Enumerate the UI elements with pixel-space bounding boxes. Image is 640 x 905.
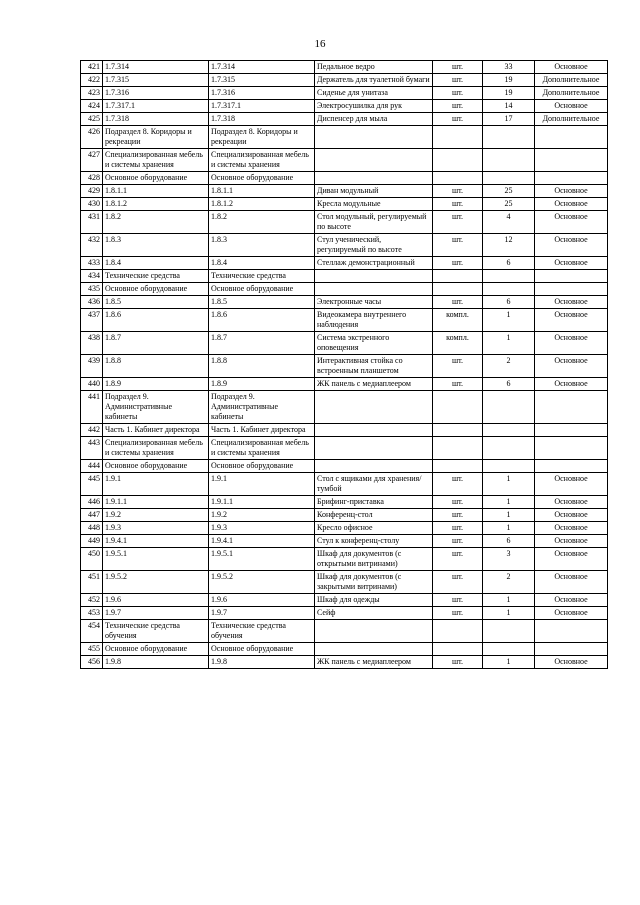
equipment-type-cell [535, 126, 608, 149]
unit-cell: шт. [433, 74, 483, 87]
quantity-cell: 1 [483, 473, 535, 496]
item-code-alt-cell: 1.9.5.2 [209, 571, 315, 594]
item-name-cell: Шкаф для документов (с закрытыми витринами) [315, 571, 433, 594]
equipment-type-cell: Основное [535, 100, 608, 113]
unit-cell: шт. [433, 87, 483, 100]
table-row [81, 522, 608, 535]
item-code-cell: 1.8.4 [103, 257, 209, 270]
row-number-cell: 422 [81, 74, 103, 87]
table-row [81, 656, 608, 669]
item-code-alt-cell: 1.8.6 [209, 309, 315, 332]
item-code-alt-cell: Основное оборудование [209, 460, 315, 473]
row-number-cell: 453 [81, 607, 103, 620]
item-name-cell: Шкаф для документов (с открытыми витринами) [315, 548, 433, 571]
row-number-cell: 447 [81, 509, 103, 522]
item-code-alt-cell: 1.9.5.1 [209, 548, 315, 571]
table-row [81, 172, 608, 185]
item-code-alt-cell: Подраздел 8. Коридоры и рекреации [209, 126, 315, 149]
row-number-cell: 452 [81, 594, 103, 607]
table-row [81, 437, 608, 460]
item-code-alt-cell: 1.8.3 [209, 234, 315, 257]
item-name-cell [315, 270, 433, 283]
item-code-alt-cell: 1.8.1.1 [209, 185, 315, 198]
row-number-cell: 428 [81, 172, 103, 185]
equipment-type-cell [535, 460, 608, 473]
row-number-cell: 432 [81, 234, 103, 257]
table-row [81, 296, 608, 309]
table-row [81, 594, 608, 607]
item-code-alt-cell: 1.7.315 [209, 74, 315, 87]
quantity-cell [483, 460, 535, 473]
item-name-cell [315, 172, 433, 185]
item-name-cell: ЖК панель с медиаплеером [315, 378, 433, 391]
item-code-cell: 1.7.316 [103, 87, 209, 100]
item-code-cell: 1.8.6 [103, 309, 209, 332]
item-name-cell: Кресла модульные [315, 198, 433, 211]
page-number: 16 [314, 38, 326, 50]
item-code-cell: 1.7.318 [103, 113, 209, 126]
table-row [81, 211, 608, 234]
equipment-type-cell: Основное [535, 496, 608, 509]
equipment-type-cell: Основное [535, 548, 608, 571]
item-code-alt-cell: 1.8.1.2 [209, 198, 315, 211]
item-name-cell [315, 283, 433, 296]
unit-cell: шт. [433, 522, 483, 535]
equipment-type-cell: Основное [535, 656, 608, 669]
item-code-alt-cell: 1.7.314 [209, 61, 315, 74]
quantity-cell: 1 [483, 607, 535, 620]
item-code-alt-cell: 1.9.1 [209, 473, 315, 496]
item-code-alt-cell: 1.9.8 [209, 656, 315, 669]
table-row [81, 74, 608, 87]
equipment-type-cell: Дополнительное [535, 113, 608, 126]
equipment-type-cell: Основное [535, 257, 608, 270]
equipment-type-cell: Дополнительное [535, 87, 608, 100]
row-number-cell: 439 [81, 355, 103, 378]
equipment-type-cell: Основное [535, 185, 608, 198]
unit-cell [433, 149, 483, 172]
equipment-type-cell: Основное [535, 61, 608, 74]
table-row [81, 234, 608, 257]
item-name-cell: Стеллаж демонстрационный [315, 257, 433, 270]
item-code-cell: 1.9.4.1 [103, 535, 209, 548]
row-number-cell: 443 [81, 437, 103, 460]
quantity-cell [483, 437, 535, 460]
row-number-cell: 456 [81, 656, 103, 669]
table-row [81, 509, 608, 522]
unit-cell [433, 172, 483, 185]
item-name-cell [315, 149, 433, 172]
equipment-type-cell: Основное [535, 309, 608, 332]
table-row [81, 473, 608, 496]
item-code-cell: 1.8.3 [103, 234, 209, 257]
item-code-cell: 1.8.5 [103, 296, 209, 309]
item-code-alt-cell: 1.8.4 [209, 257, 315, 270]
unit-cell: компл. [433, 309, 483, 332]
row-number-cell: 435 [81, 283, 103, 296]
table-row [81, 643, 608, 656]
row-number-cell: 438 [81, 332, 103, 355]
table-row [81, 87, 608, 100]
equipment-type-cell [535, 424, 608, 437]
row-number-cell: 451 [81, 571, 103, 594]
item-code-cell: 1.8.2 [103, 211, 209, 234]
equipment-type-cell: Дополнительное [535, 74, 608, 87]
unit-cell: шт. [433, 355, 483, 378]
quantity-cell: 33 [483, 61, 535, 74]
item-name-cell: Сейф [315, 607, 433, 620]
item-code-cell: Технические средства обучения [103, 620, 209, 643]
unit-cell [433, 643, 483, 656]
item-code-alt-cell: 1.8.5 [209, 296, 315, 309]
unit-cell: шт. [433, 656, 483, 669]
item-name-cell: Электросушилка для рук [315, 100, 433, 113]
item-code-alt-cell: 1.7.317.1 [209, 100, 315, 113]
item-name-cell: Держатель для туалетной бумаги [315, 74, 433, 87]
unit-cell [433, 620, 483, 643]
item-code-alt-cell: 1.8.9 [209, 378, 315, 391]
item-code-cell: 1.9.5.1 [103, 548, 209, 571]
quantity-cell [483, 643, 535, 656]
row-number-cell: 431 [81, 211, 103, 234]
row-number-cell: 445 [81, 473, 103, 496]
table-row [81, 100, 608, 113]
quantity-cell: 1 [483, 509, 535, 522]
quantity-cell [483, 391, 535, 424]
equipment-type-cell [535, 270, 608, 283]
item-name-cell: Педальное ведро [315, 61, 433, 74]
row-number-cell: 421 [81, 61, 103, 74]
item-name-cell: Шкаф для одежды [315, 594, 433, 607]
item-code-cell: 1.9.7 [103, 607, 209, 620]
unit-cell: шт. [433, 548, 483, 571]
equipment-type-cell: Основное [535, 378, 608, 391]
item-name-cell: Конференц-стол [315, 509, 433, 522]
quantity-cell: 1 [483, 309, 535, 332]
item-code-cell: Специализированная мебель и системы хранения [103, 149, 209, 172]
table-row [81, 185, 608, 198]
equipment-type-cell [535, 620, 608, 643]
item-name-cell: Кресло офисное [315, 522, 433, 535]
item-code-cell: Основное оборудование [103, 172, 209, 185]
item-code-alt-cell: Технические средства обучения [209, 620, 315, 643]
item-code-alt-cell: 1.7.316 [209, 87, 315, 100]
unit-cell: шт. [433, 211, 483, 234]
item-code-cell: Часть 1. Кабинет директора [103, 424, 209, 437]
quantity-cell: 1 [483, 656, 535, 669]
row-number-cell: 426 [81, 126, 103, 149]
item-name-cell: Интерактивная стойка со встроенным планшетом [315, 355, 433, 378]
quantity-cell [483, 149, 535, 172]
item-code-cell: 1.8.8 [103, 355, 209, 378]
unit-cell: шт. [433, 509, 483, 522]
quantity-cell [483, 126, 535, 149]
table-row [81, 496, 608, 509]
quantity-cell: 1 [483, 522, 535, 535]
item-code-alt-cell: 1.9.7 [209, 607, 315, 620]
item-name-cell [315, 620, 433, 643]
quantity-cell: 6 [483, 378, 535, 391]
item-name-cell [315, 391, 433, 424]
item-code-cell: Подраздел 8. Коридоры и рекреации [103, 126, 209, 149]
unit-cell: шт. [433, 535, 483, 548]
item-code-cell: 1.9.8 [103, 656, 209, 669]
equipment-type-cell: Основное [535, 211, 608, 234]
item-name-cell: Стол с ящиками для хранения/тумбой [315, 473, 433, 496]
item-code-cell: Основное оборудование [103, 283, 209, 296]
quantity-cell: 1 [483, 332, 535, 355]
unit-cell: шт. [433, 257, 483, 270]
inventory-table [80, 60, 608, 669]
item-code-alt-cell: Специализированная мебель и системы хранения [209, 437, 315, 460]
item-code-alt-cell: 1.9.2 [209, 509, 315, 522]
quantity-cell [483, 172, 535, 185]
item-code-alt-cell: Технические средства [209, 270, 315, 283]
equipment-type-cell: Основное [535, 332, 608, 355]
item-code-alt-cell: 1.9.6 [209, 594, 315, 607]
item-code-alt-cell: Основное оборудование [209, 643, 315, 656]
equipment-type-cell: Основное [535, 594, 608, 607]
table-row [81, 535, 608, 548]
equipment-type-cell: Основное [535, 571, 608, 594]
item-code-cell: Подраздел 9. Административные кабинеты [103, 391, 209, 424]
item-code-cell: 1.9.6 [103, 594, 209, 607]
table-row [81, 571, 608, 594]
quantity-cell [483, 424, 535, 437]
quantity-cell: 3 [483, 548, 535, 571]
equipment-type-cell [535, 391, 608, 424]
unit-cell: шт. [433, 185, 483, 198]
unit-cell: компл. [433, 332, 483, 355]
item-name-cell [315, 126, 433, 149]
row-number-cell: 434 [81, 270, 103, 283]
table-row [81, 620, 608, 643]
table-row [81, 391, 608, 424]
item-name-cell: Диспенсер для мыла [315, 113, 433, 126]
row-number-cell: 423 [81, 87, 103, 100]
quantity-cell: 19 [483, 74, 535, 87]
item-name-cell: Электронные часы [315, 296, 433, 309]
unit-cell: шт. [433, 594, 483, 607]
item-name-cell: Стол модульный, регулируемый по высоте [315, 211, 433, 234]
table-row [81, 257, 608, 270]
item-code-cell: 1.9.2 [103, 509, 209, 522]
item-code-cell: Основное оборудование [103, 643, 209, 656]
unit-cell: шт. [433, 473, 483, 496]
item-code-alt-cell: Часть 1. Кабинет директора [209, 424, 315, 437]
row-number-cell: 427 [81, 149, 103, 172]
item-code-alt-cell: Основное оборудование [209, 283, 315, 296]
item-code-cell: 1.8.7 [103, 332, 209, 355]
row-number-cell: 449 [81, 535, 103, 548]
quantity-cell: 19 [483, 87, 535, 100]
unit-cell [433, 437, 483, 460]
quantity-cell: 2 [483, 571, 535, 594]
item-name-cell: Диван модульный [315, 185, 433, 198]
item-code-cell: 1.7.314 [103, 61, 209, 74]
table-row [81, 309, 608, 332]
row-number-cell: 440 [81, 378, 103, 391]
item-name-cell: Стул ученический, регулируемый по высоте [315, 234, 433, 257]
equipment-type-cell: Основное [535, 296, 608, 309]
table-row [81, 149, 608, 172]
quantity-cell: 6 [483, 535, 535, 548]
item-name-cell: Система экстренного оповещения [315, 332, 433, 355]
item-code-cell: 1.8.9 [103, 378, 209, 391]
table-row [81, 548, 608, 571]
table-row [81, 198, 608, 211]
row-number-cell: 437 [81, 309, 103, 332]
item-name-cell [315, 643, 433, 656]
quantity-cell: 6 [483, 296, 535, 309]
quantity-cell: 4 [483, 211, 535, 234]
table-row [81, 607, 608, 620]
item-code-cell: Технические средства [103, 270, 209, 283]
item-code-cell: 1.7.315 [103, 74, 209, 87]
equipment-type-cell [535, 149, 608, 172]
item-name-cell [315, 460, 433, 473]
unit-cell: шт. [433, 100, 483, 113]
unit-cell [433, 283, 483, 296]
quantity-cell: 25 [483, 185, 535, 198]
item-name-cell: Сиденье для унитаза [315, 87, 433, 100]
table-row [81, 355, 608, 378]
unit-cell [433, 126, 483, 149]
item-name-cell: Брифинг-приставка [315, 496, 433, 509]
quantity-cell: 17 [483, 113, 535, 126]
equipment-type-cell: Основное [535, 198, 608, 211]
equipment-type-cell [535, 437, 608, 460]
equipment-type-cell: Основное [535, 522, 608, 535]
quantity-cell: 2 [483, 355, 535, 378]
item-code-alt-cell: 1.9.1.1 [209, 496, 315, 509]
item-code-alt-cell: 1.9.4.1 [209, 535, 315, 548]
item-name-cell: Стул к конференц-столу [315, 535, 433, 548]
quantity-cell [483, 283, 535, 296]
quantity-cell [483, 270, 535, 283]
unit-cell: шт. [433, 198, 483, 211]
unit-cell: шт. [433, 496, 483, 509]
row-number-cell: 450 [81, 548, 103, 571]
item-code-cell: 1.9.5.2 [103, 571, 209, 594]
quantity-cell [483, 620, 535, 643]
row-number-cell: 448 [81, 522, 103, 535]
row-number-cell: 441 [81, 391, 103, 424]
quantity-cell: 6 [483, 257, 535, 270]
unit-cell: шт. [433, 571, 483, 594]
equipment-type-cell: Основное [535, 535, 608, 548]
equipment-type-cell [535, 643, 608, 656]
table-row [81, 332, 608, 355]
equipment-type-cell: Основное [535, 234, 608, 257]
row-number-cell: 430 [81, 198, 103, 211]
row-number-cell: 444 [81, 460, 103, 473]
unit-cell: шт. [433, 113, 483, 126]
item-code-cell: 1.8.1.1 [103, 185, 209, 198]
quantity-cell: 1 [483, 594, 535, 607]
unit-cell [433, 270, 483, 283]
table-row [81, 113, 608, 126]
item-code-cell: 1.8.1.2 [103, 198, 209, 211]
item-code-cell: Основное оборудование [103, 460, 209, 473]
table-row [81, 424, 608, 437]
item-name-cell [315, 424, 433, 437]
equipment-type-cell [535, 172, 608, 185]
unit-cell: шт. [433, 378, 483, 391]
item-code-cell: Специализированная мебель и системы хранения [103, 437, 209, 460]
item-name-cell: ЖК панель с медиаплеером [315, 656, 433, 669]
item-code-cell: 1.7.317.1 [103, 100, 209, 113]
row-number-cell: 424 [81, 100, 103, 113]
equipment-type-cell [535, 283, 608, 296]
item-code-alt-cell: Основное оборудование [209, 172, 315, 185]
item-code-alt-cell: 1.9.3 [209, 522, 315, 535]
table-row [81, 283, 608, 296]
row-number-cell: 455 [81, 643, 103, 656]
unit-cell [433, 424, 483, 437]
item-name-cell: Видеокамера внутреннего наблюдения [315, 309, 433, 332]
row-number-cell: 425 [81, 113, 103, 126]
quantity-cell: 12 [483, 234, 535, 257]
table-row [81, 270, 608, 283]
table-row [81, 378, 608, 391]
unit-cell: шт. [433, 607, 483, 620]
table-row [81, 61, 608, 74]
quantity-cell: 14 [483, 100, 535, 113]
row-number-cell: 436 [81, 296, 103, 309]
row-number-cell: 429 [81, 185, 103, 198]
quantity-cell: 25 [483, 198, 535, 211]
row-number-cell: 454 [81, 620, 103, 643]
item-code-alt-cell: 1.7.318 [209, 113, 315, 126]
item-code-cell: 1.9.1 [103, 473, 209, 496]
item-code-alt-cell: 1.8.2 [209, 211, 315, 234]
equipment-type-cell: Основное [535, 473, 608, 496]
item-code-alt-cell: Подраздел 9. Административные кабинеты [209, 391, 315, 424]
table-row [81, 126, 608, 149]
item-name-cell [315, 437, 433, 460]
equipment-type-cell: Основное [535, 509, 608, 522]
unit-cell: шт. [433, 296, 483, 309]
unit-cell: шт. [433, 234, 483, 257]
unit-cell [433, 460, 483, 473]
equipment-type-cell: Основное [535, 607, 608, 620]
row-number-cell: 442 [81, 424, 103, 437]
row-number-cell: 446 [81, 496, 103, 509]
item-code-cell: 1.9.1.1 [103, 496, 209, 509]
item-code-alt-cell: 1.8.7 [209, 332, 315, 355]
equipment-type-cell: Основное [535, 355, 608, 378]
item-code-alt-cell: 1.8.8 [209, 355, 315, 378]
unit-cell: шт. [433, 61, 483, 74]
item-code-alt-cell: Специализированная мебель и системы хранения [209, 149, 315, 172]
row-number-cell: 433 [81, 257, 103, 270]
unit-cell [433, 391, 483, 424]
table-row [81, 460, 608, 473]
quantity-cell: 1 [483, 496, 535, 509]
item-code-cell: 1.9.3 [103, 522, 209, 535]
